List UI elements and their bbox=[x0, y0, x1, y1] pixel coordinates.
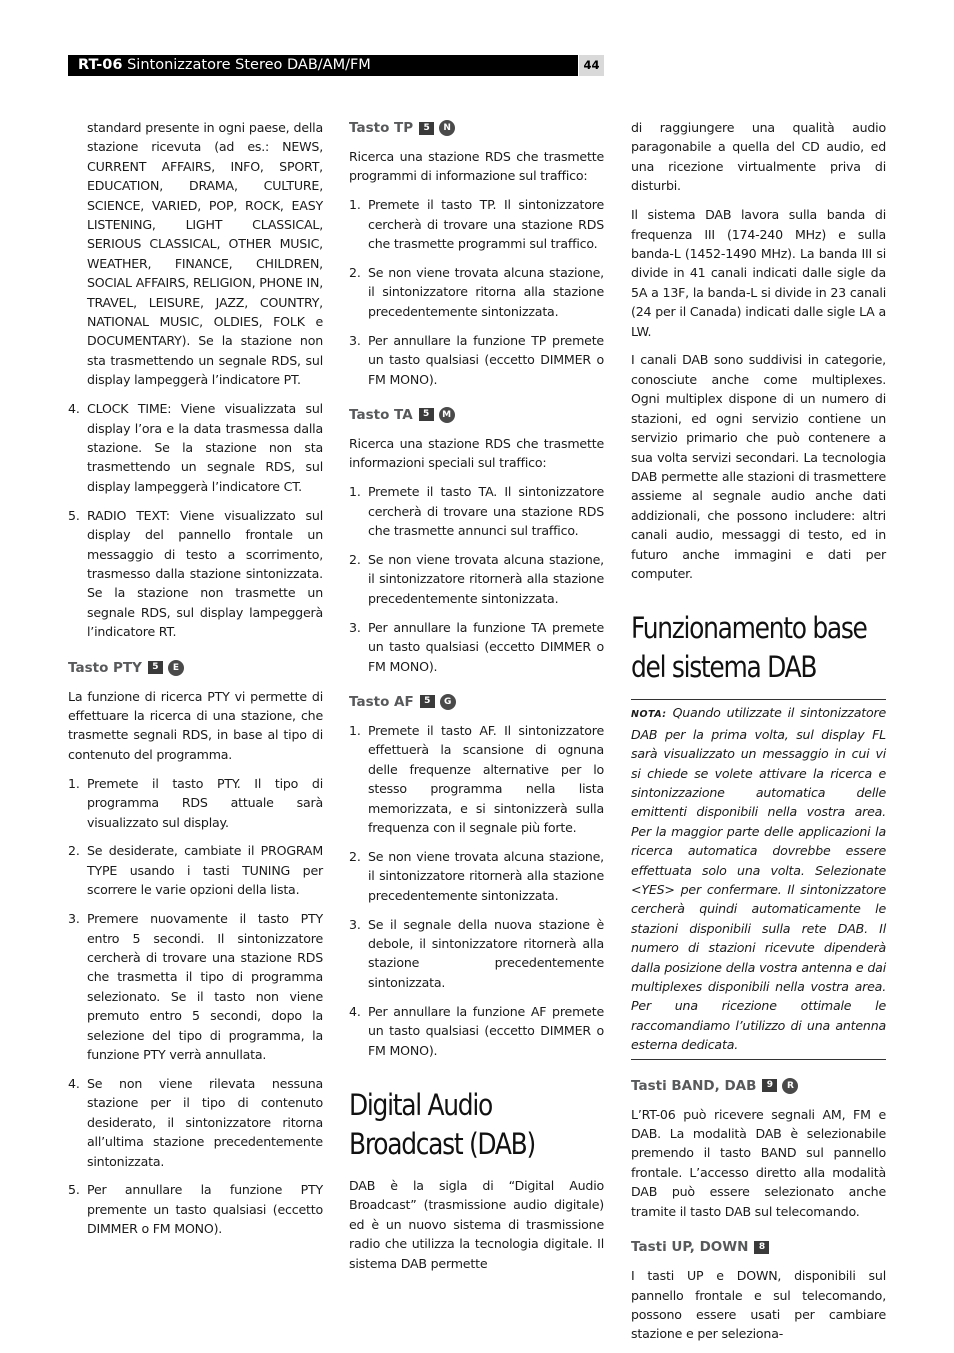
list-item bbox=[349, 915, 604, 993]
item-number: 3. bbox=[68, 911, 80, 927]
item-text: Premete il tasto TP. Il sintonizzatore cercherà di trovare una stazione RDS che trasmette programmi sul traffico. bbox=[368, 197, 604, 252]
dab-basic-heading: Funzionamento base del sistema DAB bbox=[631, 611, 867, 685]
note-label: NOTA: bbox=[631, 709, 667, 721]
band-heading bbox=[631, 1076, 886, 1096]
list-item bbox=[68, 774, 323, 832]
list-item bbox=[349, 721, 604, 837]
updown-text: I tasti UP e DOWN, disponibili sul pannello frontale e sul telecomando, possono essere usati per cambiare stazione e per seleziona- bbox=[631, 1268, 886, 1342]
item-text: Premere nuovamente il tasto PTY entro 5 secondi. Il sintonizzatore cercherà di trovare una stazione RDS che trasmetta il tipo di programma selezionato. Se il tasto non viene premuto entro 5 secondi, dopo la selezione del tipo di programma, la funzione PTY verrà annullata. bbox=[87, 911, 323, 1062]
item-number: 1. bbox=[349, 722, 361, 738]
dab-quality-text: di raggiungere una qualità audio paragonabile a quella del CD audio, ed una ricezione virtualmente priva di disturbi. bbox=[631, 120, 886, 194]
list-item bbox=[349, 618, 604, 676]
list-item bbox=[349, 195, 604, 253]
remote-badge-icon: R bbox=[782, 1078, 798, 1094]
item-text: Premete il tasto TA. Il sintonizzatore cercherà di trovare una stazione RDS che trasmette annunci sul traffico. bbox=[368, 484, 604, 539]
list-item bbox=[68, 909, 323, 1064]
item-number: 2. bbox=[349, 552, 361, 567]
af-title: Tasto AF bbox=[349, 693, 414, 710]
list-item bbox=[349, 331, 604, 389]
band-title: Tasti BAND, DAB bbox=[631, 1077, 757, 1094]
dab-section-heading: Digital Audio Broadcast (DAB) bbox=[349, 1087, 535, 1161]
item-text: Per annullare la funzione AF premete un tasto qualsiasi (eccetto DIMMER o FM MONO). bbox=[368, 1003, 604, 1058]
item-text: Per annullare la funzione TP premete un tasto qualsiasi (eccetto DIMMER o FM MONO). bbox=[368, 332, 604, 387]
item-number: 2. bbox=[68, 843, 80, 859]
item-number: 5. bbox=[68, 507, 80, 523]
updown-title: Tasti UP, DOWN bbox=[631, 1239, 749, 1256]
key-badge-icon: 5 bbox=[419, 408, 434, 421]
item-text: Premete il tasto PTY. Il tipo di programma RDS attuale sarà visualizzato sul display. bbox=[87, 775, 323, 830]
note-box bbox=[631, 699, 886, 1059]
ta-heading bbox=[349, 405, 604, 425]
key-badge-icon: 9 bbox=[762, 1079, 777, 1092]
updown-heading bbox=[631, 1237, 886, 1257]
item-text: Per annullare la funzione PTY premente un tasto qualsiasi (eccetto DIMMER o FM MONO). bbox=[87, 1182, 323, 1237]
tp-title: Tasto TP bbox=[349, 120, 414, 136]
item-text: CLOCK TIME: Viene visualizzata sul display l’ora e la data trasmessa dalla stazione. Se la stazione non sta trasmettendo un segnale RDS, sul display lampeggerà l’indicatore CT. bbox=[87, 401, 323, 494]
list-item bbox=[68, 399, 323, 496]
item-number: 3. bbox=[349, 916, 361, 932]
item-text: Se il segnale della nuova stazione è debole, il sintonizzatore ritornerà alla stazione precedentemente sintonizzata. bbox=[368, 916, 604, 990]
ta-steps bbox=[349, 482, 604, 676]
pty-steps bbox=[68, 774, 323, 1239]
dab-intro-text: DAB è la sigla di “Digital Audio Broadcast” (trasmissione audio digitale) ed è un nuovo sistema di trasmissione radio che utilizza la tecnologia digitale. Il sistema DAB permette bbox=[349, 1177, 604, 1271]
list-item bbox=[349, 550, 604, 608]
header-bar bbox=[68, 55, 578, 76]
item-number: 4. bbox=[349, 1003, 361, 1019]
page-number: 44 bbox=[579, 55, 604, 76]
list-item bbox=[68, 1074, 323, 1171]
item-number: 4. bbox=[68, 1075, 80, 1091]
pty-title: Tasto PTY bbox=[68, 659, 142, 676]
list-item bbox=[349, 847, 604, 905]
column-1 bbox=[68, 118, 323, 1248]
rds-display-list bbox=[68, 399, 323, 641]
list-item bbox=[349, 263, 604, 321]
header-subtitle: Sintonizzatore Stereo DAB/AM/FM bbox=[127, 57, 371, 73]
column-3 bbox=[631, 118, 886, 1353]
dab-multiplex-text: I canali DAB sono suddivisi in categorie, conosciute anche come multiplexes. Ogni multiplex dispone di un numero di stazioni, ed ogni servizio contiene un servizio primario che può contenere a sua volta servizi secondari. La tecnologia DAB permette alle stazioni di trasmettere assieme al segnale audio anche dati addizionali, che possono includere: altri canali audio, messaggi di testo, ed in futuro anche immagini e dati per computer. bbox=[631, 352, 886, 581]
list-item bbox=[349, 482, 604, 540]
tp-intro: Ricerca una stazione RDS che trasmette programmi di informazione sul traffico: bbox=[349, 149, 604, 184]
item-number: 1. bbox=[68, 775, 80, 791]
item-number: 3. bbox=[349, 619, 361, 635]
column-2 bbox=[349, 118, 604, 1282]
remote-badge-icon: M bbox=[439, 407, 455, 423]
list-item bbox=[68, 841, 323, 899]
item-number: 1. bbox=[349, 197, 361, 213]
ta-title: Tasto TA bbox=[349, 406, 413, 423]
key-badge-icon: 5 bbox=[148, 661, 163, 674]
band-text: L’RT-06 può ricevere segnali AM, FM e DAB. La modalità DAB è selezionabile premendo il tasto BAND sul pannello frontale. L’accesso diretto alla modalità DAB può essere selezionato anche tramite il tasto DAB sul telecomando. bbox=[631, 1106, 886, 1219]
tp-heading bbox=[349, 118, 604, 138]
pty-heading bbox=[68, 658, 323, 678]
list-item bbox=[68, 1180, 323, 1238]
item-text: Se non viene trovata alcuna stazione, il sintonizzatore ritorna alla stazione precedentemente sintonizzata. bbox=[368, 265, 604, 319]
key-badge-icon: 8 bbox=[754, 1241, 769, 1254]
header-model: RT-06 bbox=[78, 57, 123, 73]
item-text: Premete il tasto AF. Il sintonizzatore effettuerà la scansione di ognuna delle frequenze alternative per lo stesso programma nella lista memorizzata, e si sintonizzerà sulla frequenza con il segnale più forte. bbox=[368, 722, 604, 835]
item-text: Se desiderate, cambiate il PROGRAM TYPE usando i tasti TUNING per scorrere le varie opzioni della lista. bbox=[87, 843, 323, 898]
item-number: 2. bbox=[349, 265, 361, 281]
af-steps bbox=[349, 721, 604, 1060]
af-heading bbox=[349, 692, 604, 712]
dab-bands-text: Il sistema DAB lavora sulla banda di frequenza III (174-240 MHz) e sulla banda-L (1452-1490 MHz). La banda III si divide in 41 canali indicati dalle sigle da 5A a 13F, la banda-L si divide in 23 canali (24 per il Canada) indicati dalle sigle LA a LW. bbox=[631, 207, 886, 339]
tp-steps bbox=[349, 195, 604, 389]
item-text: Se non viene trovata alcuna stazione, il sintonizzatore ritornerà alla stazione precedentemente sintonizzata. bbox=[368, 552, 604, 606]
item-text: Se non viene trovata alcuna stazione, il sintonizzatore ritornerà alla stazione precedentemente sintonizzata. bbox=[368, 848, 604, 903]
remote-badge-icon: N bbox=[439, 120, 455, 136]
item-number: 5. bbox=[68, 1182, 80, 1198]
item-text: Se non viene rilevata nessuna stazione per il tipo di contenuto desiderato, il sintonizzatore ritorna all’ultima stazione precedentemente sintonizzata. bbox=[87, 1075, 323, 1169]
item-text: Per annullare la funzione TA premete un tasto qualsiasi (eccetto DIMMER o FM MONO). bbox=[368, 619, 604, 674]
ta-intro: Ricerca una stazione RDS che trasmette informazioni speciali sul traffico: bbox=[349, 435, 604, 471]
item-number: 2. bbox=[349, 848, 361, 864]
item-number: 3. bbox=[349, 332, 361, 348]
list-item bbox=[349, 1002, 604, 1060]
key-badge-icon: 5 bbox=[420, 695, 435, 708]
pty-intro: La funzione di ricerca PTY vi permette di effettuare la ricerca di una stazione, che trasmette segnali RDS, in base al tipo di contenuto del programma. bbox=[68, 688, 323, 762]
list-item bbox=[68, 506, 323, 642]
remote-badge-icon: E bbox=[168, 660, 184, 676]
item-number: 1. bbox=[349, 484, 361, 500]
item-text: RADIO TEXT: Viene visualizzato sul display del pannello frontale un messaggio di testo a scorrimento, trasmesso dalla stazione sintonizzata. Se la stazione non trasmette un segnale RDS, sul display lampeggerà l’indicatore RT. bbox=[87, 507, 323, 640]
key-badge-icon: 5 bbox=[419, 122, 434, 135]
remote-badge-icon: G bbox=[440, 694, 456, 710]
item-number: 4. bbox=[68, 401, 80, 417]
rds-pty-list-text: standard presente in ogni paese, della stazione ricevuta (ad es.: NEWS, CURRENT AFFAIRS, INFO, SPORT, EDUCATION, DRAMA, CULTURE, SCIENCE, VARIED, POP, ROCK, EASY LISTENING, LIGHT CLASSICAL, SERIOUS CLASSICAL, OTHER MUSIC, WEATHER, FINANCE, CHILDREN, SOCIAL AFFAIRS, RELIGION, PHONE IN, TRAVEL, LEISURE, JAZZ, COUNTRY, NATIONAL MUSIC, OLDIES, FOLK e DOCUMENTARY). Se la stazione non sta trasmettendo un segnale RDS, sul display lampeggerà l’indicatore PT. bbox=[87, 120, 323, 388]
note-text: Quando utilizzate il sintonizzatore DAB per la prima volta, sul display FL sarà visualizzato un messaggio in cui vi si chiede se volete attivare la ricerca e sintonizzazione automatica delle emittenti disponibili nella vostra area. Per la maggior parte delle applicazioni la ricerca automatica dovrebbe essere effettuata solo una volta. Selezionate <YES> per confermare. Il sintonizzatore cercherà quindi automaticamente le stazioni disponibili sulla rete DAB. Il numero di stazioni ricevute dipenderà dalla posizione della vostra antenna e dai multiplexes disponibili nella vostra area. Per una ricezione ottimale le raccomandiamo l’utilizzo di una antenna esterna dedicata. bbox=[631, 705, 886, 1053]
